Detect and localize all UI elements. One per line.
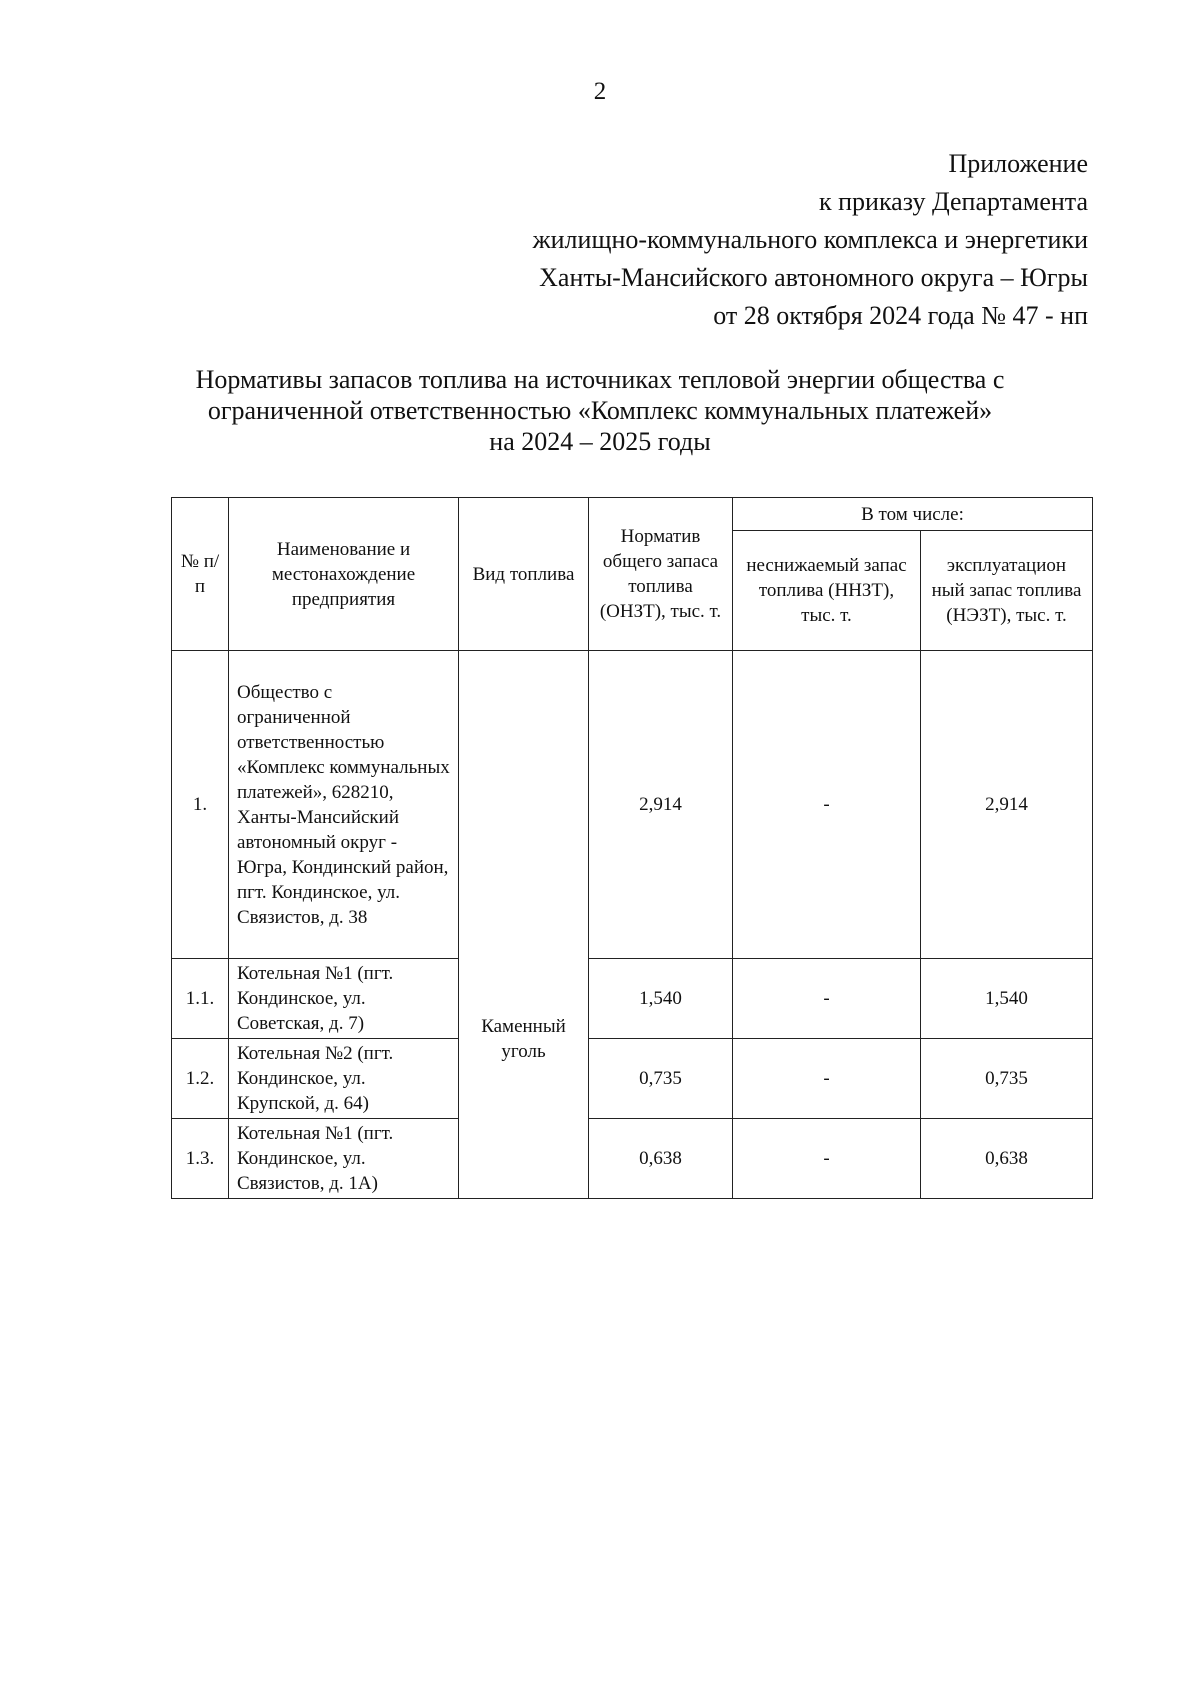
- appendix-line: жилищно-коммунального комплекса и энергетики: [532, 225, 1088, 254]
- row-onzt: 0,735: [589, 1039, 733, 1119]
- row-name: Котельная №1 (пгт. Кондинское, ул. Связистов, д. 1А): [229, 1119, 459, 1199]
- title-line: Нормативы запасов топлива на источниках тепловой энергии общества с: [195, 365, 1005, 394]
- row-name: Котельная №1 (пгт. Кондинское, ул. Советская, д. 7): [229, 959, 459, 1039]
- row-name: Котельная №2 (пгт. Кондинское, ул. Крупской, д. 64): [229, 1039, 459, 1119]
- row-nnzt: -: [733, 1039, 921, 1119]
- table-row: [172, 1119, 1093, 1199]
- header-nnzt: неснижаемый запас топлива (ННЗТ), тыс. т.: [733, 531, 921, 651]
- appendix-line: Приложение: [948, 149, 1088, 178]
- row-nezt: 2,914: [921, 651, 1093, 959]
- appendix-line: Ханты-Мансийского автономного округа – Югры: [539, 263, 1088, 292]
- document-title: [0, 364, 1200, 457]
- title-line: на 2024 – 2025 годы: [489, 427, 711, 456]
- header-num: № п/п: [172, 498, 229, 651]
- header-fuel: Вид топлива: [459, 498, 589, 651]
- row-num: 1.3.: [172, 1119, 229, 1199]
- row-nezt: 0,638: [921, 1119, 1093, 1199]
- row-name: Общество с ограниченной ответственностью «Комплекс коммунальных платежей», 628210, Ханты-Мансийский автономный округ - Югра, Кондинский район, пгт. Кондинское, ул. Связистов, д. 38: [229, 651, 459, 959]
- row-nezt: 1,540: [921, 959, 1093, 1039]
- title-line: ограниченной ответственностью «Комплекс коммунальных платежей»: [207, 396, 993, 425]
- row-nnzt: -: [733, 1119, 921, 1199]
- header-nezt: эксплуатацион ный запас топлива (НЭЗТ), тыс. т.: [921, 531, 1093, 651]
- header-name: Наименование и местонахождение предприятия: [229, 498, 459, 651]
- row-nnzt: -: [733, 959, 921, 1039]
- row-onzt: 1,540: [589, 959, 733, 1039]
- row-onzt: 0,638: [589, 1119, 733, 1199]
- fuel-type: Каменный уголь: [459, 651, 589, 1199]
- appendix-line: от 28 октября 2024 года № 47 - нп: [713, 301, 1088, 330]
- row-nezt: 0,735: [921, 1039, 1093, 1119]
- table-row: [172, 1039, 1093, 1119]
- appendix-block: [533, 145, 1088, 335]
- row-num: 1.1.: [172, 959, 229, 1039]
- table-row: [172, 651, 1093, 959]
- table-row: [172, 959, 1093, 1039]
- appendix-line: к приказу Департамента: [818, 187, 1088, 216]
- fuel-norms-table: [171, 497, 1093, 1199]
- row-nnzt: -: [733, 651, 921, 959]
- row-num: 1.2.: [172, 1039, 229, 1119]
- row-num: 1.: [172, 651, 229, 959]
- row-onzt: 2,914: [589, 651, 733, 959]
- page-number: 2: [593, 78, 607, 105]
- header-including: В том числе:: [733, 498, 1093, 531]
- header-onzt: Норматив общего запаса топлива (ОНЗТ), тыс. т.: [589, 498, 733, 651]
